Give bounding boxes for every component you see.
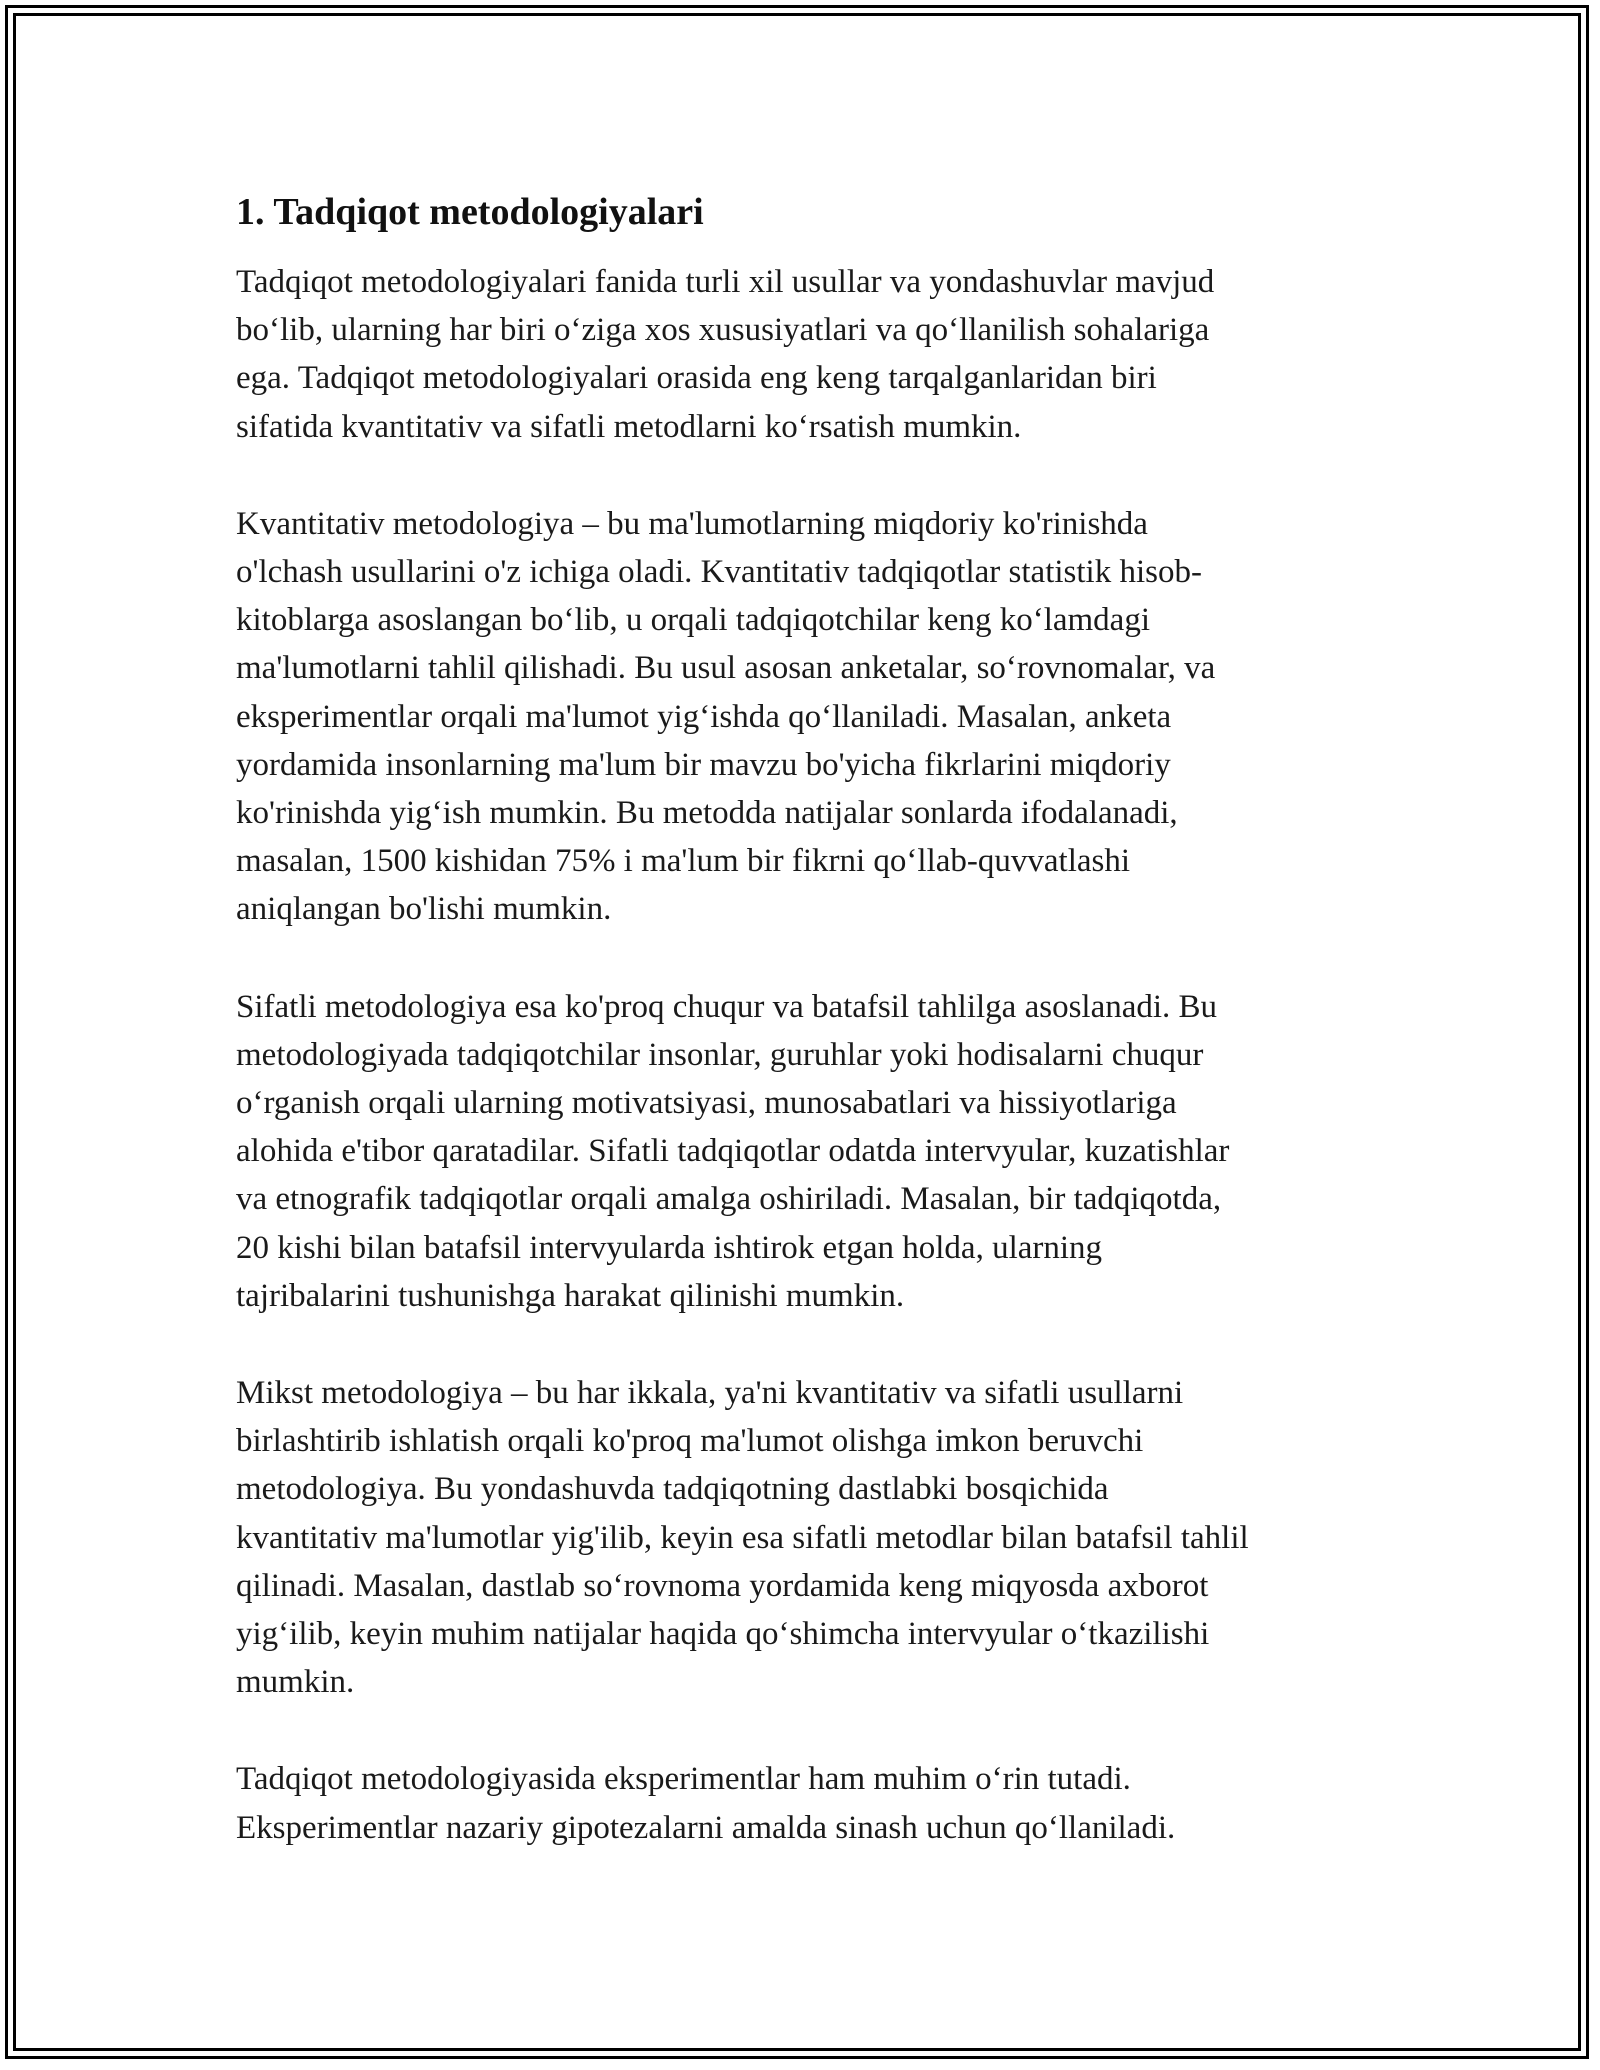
section-heading: 1. Tadqiqot metodologiyalari xyxy=(236,191,704,233)
text-line: alohida e'tibor qaratadilar. Sifatli tadqiqotlar odatda intervyular, kuzatishlar xyxy=(236,1133,1230,1170)
text-line: sifatida kvantitativ va sifatli metodlarni ko‘rsatish mumkin. xyxy=(236,408,1022,445)
paragraph-mixed xyxy=(236,1369,1366,1706)
text-line: Tadqiqot metodologiyalari fanida turli xil usullar va yondashuvlar mavjud xyxy=(236,264,1215,300)
text-line: yordamida insonlarning ma'lum bir mavzu bo'yicha fikrlarini miqdoriy xyxy=(236,746,1171,783)
text-line: bo‘lib, ularning har biri o‘ziga xos xususiyatlari va qo‘llanilish sohalariga xyxy=(236,312,1210,349)
text-line: metodologiya. Bu yondashuvda tadqiqotning dastlabki bosqichida xyxy=(236,1471,1109,1508)
text-line: aniqlangan bo'lishi mumkin. xyxy=(236,891,612,928)
text-line: qilinadi. Masalan, dastlab so‘rovnoma yordamida keng miqyosda axborot xyxy=(236,1567,1209,1604)
text-line: va etnografik tadqiqotlar orqali amalga oshiriladi. Masalan, bir tadqiqotda, xyxy=(236,1181,1222,1218)
text-line: kvantitativ ma'lumotlar yig'ilib, keyin esa sifatli metodlar bilan batafsil tahlil xyxy=(236,1519,1249,1556)
text-line: mumkin. xyxy=(236,1664,355,1701)
paragraph-qualitative xyxy=(236,983,1366,1320)
text-line: Sifatli metodologiya esa ko'proq chuqur va batafsil tahlilga asoslanadi. Bu xyxy=(236,988,1218,1025)
paragraph-experiments xyxy=(236,1755,1366,1851)
text-line: ko'rinishda yig‘ish mumkin. Bu metodda natijalar sonlarda ifodalanadi, xyxy=(236,795,1178,832)
text-line: masalan, 1500 kishidan 75% i ma'lum bir fikrni qo‘llab-quvvatlashi xyxy=(236,843,1131,880)
text-line: Eksperimentlar nazariy gipotezalarni amalda sinash uchun qo‘llaniladi. xyxy=(236,1809,1176,1846)
text-line: kitoblarga asoslangan bo‘lib, u orqali tadqiqotchilar keng ko‘lamdagi xyxy=(236,602,1150,639)
text-line: Tadqiqot metodologiyasida eksperimentlar ham muhim o‘rin tutadi. xyxy=(236,1761,1131,1798)
text-line: Kvantitativ metodologiya – bu ma'lumotlarning miqdoriy ko'rinishda xyxy=(236,505,1148,542)
document-body xyxy=(236,188,1366,1901)
text-line: Mikst metodologiya – bu har ikkala, ya'ni kvantitativ va sifatli usullarni xyxy=(236,1375,1184,1412)
text-line: tajribalarini tushunishga harakat qilinishi mumkin. xyxy=(236,1277,905,1314)
text-line: ma'lumotlarni tahlil qilishadi. Bu usul asosan anketalar, so‘rovnomalar, va xyxy=(236,650,1216,687)
text-line: metodologiyada tadqiqotchilar insonlar, guruhlar yoki hodisalarni chuqur xyxy=(236,1036,1204,1073)
text-line: o‘rganish orqali ularning motivatsiyasi, munosabatlari va hissiyotlariga xyxy=(236,1085,1177,1122)
text-line: birlashtirib ishlatish orqali ko'proq ma'lumot olishga imkon beruvchi xyxy=(236,1423,1144,1460)
text-line: ega. Tadqiqot metodologiyalari orasida eng keng tarqalganlaridan biri xyxy=(236,360,1157,397)
paragraph-quantitative xyxy=(236,500,1366,934)
text-line: eksperimentlar orqali ma'lumot yig‘ishda qo‘llaniladi. Masalan, anketa xyxy=(236,698,1172,735)
text-line: 20 kishi bilan batafsil intervyularda ishtirok etgan holda, ularning xyxy=(236,1229,1103,1266)
text-line: o'lchash usullarini o'z ichiga oladi. Kvantitativ tadqiqotlar statistik hisob- xyxy=(236,554,1202,591)
text-line: yig‘ilib, keyin muhim natijalar haqida qo‘shimcha intervyular o‘tkazilishi xyxy=(236,1616,1210,1653)
paragraph-intro xyxy=(236,258,1366,451)
